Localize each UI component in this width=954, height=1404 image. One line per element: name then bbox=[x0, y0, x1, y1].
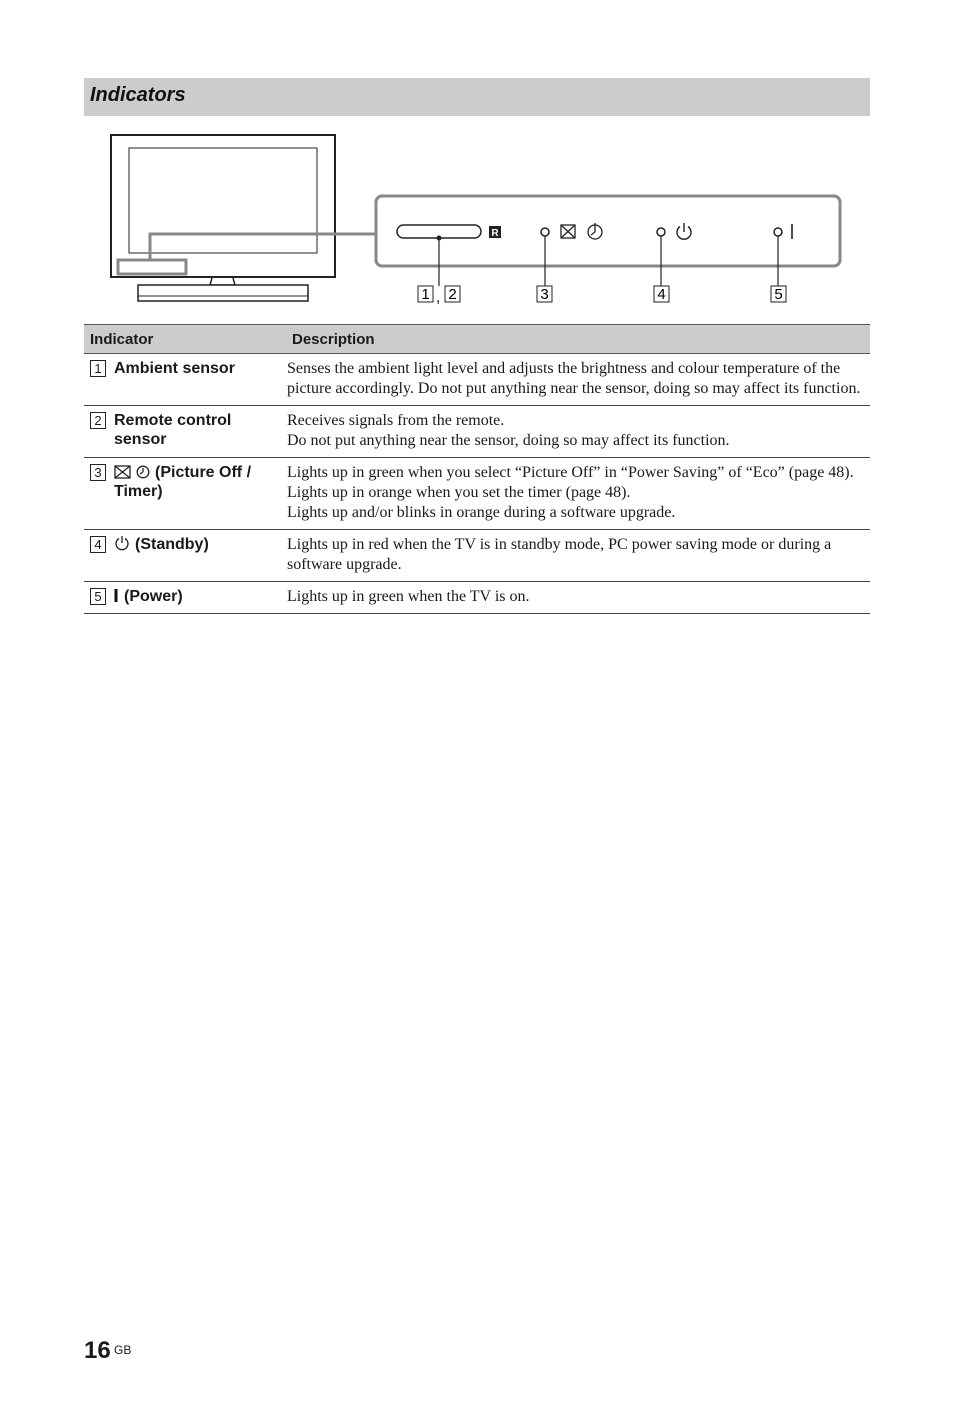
standby-icon bbox=[114, 535, 130, 551]
table-row bbox=[84, 354, 870, 406]
svg-text:1: 1 bbox=[421, 286, 430, 303]
callout-separator: , bbox=[436, 289, 441, 306]
indicator-label: Remote control sensor bbox=[114, 412, 232, 448]
description-text: Lights up in orange when you set the timer (page 48). bbox=[287, 484, 631, 501]
led-standby bbox=[657, 228, 665, 236]
callout-4 bbox=[654, 286, 669, 303]
header-description: Description bbox=[281, 325, 870, 354]
row-number: 5 bbox=[90, 588, 106, 605]
timer-icon bbox=[136, 465, 150, 479]
power-icon bbox=[114, 588, 119, 603]
table-row bbox=[84, 530, 870, 582]
callout-1 bbox=[418, 286, 433, 303]
indicator-label: (Picture Off / Timer) bbox=[114, 464, 252, 500]
row-number: 4 bbox=[90, 536, 106, 553]
table-row bbox=[84, 582, 870, 614]
row-number: 2 bbox=[90, 412, 106, 429]
picture-off-icon bbox=[114, 465, 131, 479]
led-picture-off-timer bbox=[541, 228, 549, 236]
callout-5 bbox=[771, 286, 786, 303]
callout-3 bbox=[537, 286, 552, 303]
svg-text:2: 2 bbox=[448, 286, 457, 303]
remote-mark-icon bbox=[489, 226, 501, 239]
description-text: Lights up and/or blinks in orange during a software upgrade. bbox=[287, 504, 676, 521]
svg-text:5: 5 bbox=[774, 286, 783, 303]
table-row bbox=[84, 458, 870, 530]
description-text: Do not put anything near the sensor, doing so may affect its function. bbox=[287, 432, 730, 449]
indicator-diagram bbox=[100, 128, 850, 313]
description-text: Lights up in green when you select “Picture Off” in “Power Saving” of “Eco” (page 48). bbox=[287, 464, 854, 481]
indicator-label: (Standby) bbox=[135, 536, 209, 553]
page-number: 16 bbox=[84, 1337, 111, 1364]
tv-illustration bbox=[111, 135, 335, 301]
table-row bbox=[84, 406, 870, 458]
page-language-code: GB bbox=[114, 1343, 132, 1357]
description-text: Lights up in red when the TV is in standby mode, PC power saving mode or during a software upgrade. bbox=[287, 536, 832, 573]
svg-text:3: 3 bbox=[540, 286, 549, 303]
led-power bbox=[774, 228, 782, 236]
svg-text:4: 4 bbox=[657, 286, 666, 303]
indicator-table bbox=[84, 324, 870, 614]
section-title: Indicators bbox=[90, 84, 186, 106]
description-text: Senses the ambient light level and adjusts the brightness and colour temperature of the picture accordingly. Do not put anything near the sensor, doing so may affect its function. bbox=[287, 360, 861, 397]
section-header bbox=[84, 78, 870, 116]
row-number: 1 bbox=[90, 360, 106, 377]
svg-text:R: R bbox=[491, 228, 499, 239]
table-header-row bbox=[84, 325, 870, 354]
indicator-label: (Power) bbox=[124, 588, 183, 605]
callout-2 bbox=[445, 286, 460, 303]
description-text: Lights up in green when the TV is on. bbox=[287, 588, 530, 605]
row-number: 3 bbox=[90, 464, 106, 481]
description-text: Receives signals from the remote. bbox=[287, 412, 505, 429]
indicator-label: Ambient sensor bbox=[114, 360, 235, 377]
header-indicator: Indicator bbox=[84, 325, 281, 354]
